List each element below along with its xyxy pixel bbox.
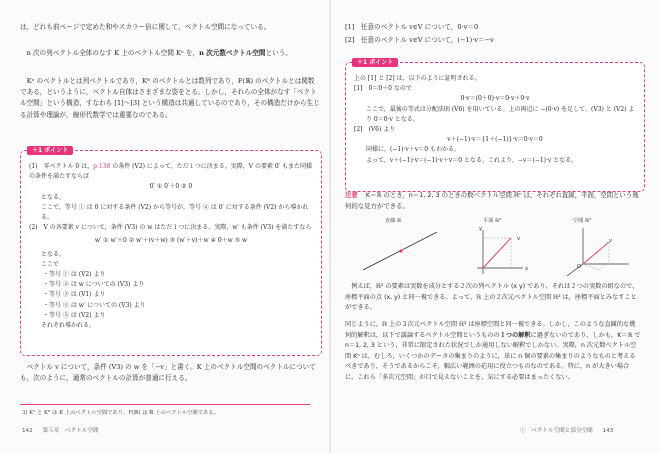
left-page: [20, 0, 320, 453]
space-vector: [583, 242, 609, 264]
note-label: 注意: [345, 191, 358, 199]
box-text: となる。: [41, 193, 66, 201]
text-span: n 次の列ベクトル全体のなす K 上のベクトル空間 Kⁿ を，: [26, 49, 200, 57]
definition-paragraph: [20, 48, 320, 59]
page-number: 142: [22, 428, 33, 434]
box-text: ここで: [41, 260, 60, 268]
gutter: [329, 0, 331, 453]
point-tag: ＋1 ポイント: [27, 146, 73, 155]
plane-x-label: x: [525, 266, 529, 272]
list-item: ・等号 ⑤ は (V2) より: [43, 311, 106, 319]
box-text: となる。: [41, 250, 66, 258]
section-label: ⓘ ベクトル空間と部分空間: [520, 428, 593, 434]
text-span: に過ぎないのであり，しかも，K＝ℝ で n＝1, 2, 3 という，非常に限定された状況でしか通用しない解釈でしかない。実際，n 次元数ベクトル空間 Kⁿ は，むしろ，いくつかのデータの集まりのように，単に n 個の要素の集まりのようなものと考えるべきであり，そうであるからこそ，幅広い範囲の応用に役立つものなのである。特に，n が大きい場合に，これら「多次元空間」が目で見えないことを，気にする必要はまったくない。: [345, 331, 641, 381]
page-number: 143: [602, 428, 614, 434]
equation: 0′ ① 0′＋0 ② 0: [149, 183, 193, 191]
list-item: ・等号 ② は w についての (V3) より: [43, 281, 145, 289]
list-item: ・等号 ③ は (V1) より: [43, 291, 106, 299]
plane-y-label: y: [479, 226, 483, 232]
chapter-label: 第５章 ベクトル空間: [42, 428, 99, 434]
space-v-label: v: [609, 238, 613, 244]
paragraph: Kⁿ のベクトルとは列ベクトルであり，Kᴿ のベクトルとは数列であり，F(ℝ) のベクトルとは関数である，というように，ベクトル自体はさまざまな姿をとる。しかし，それらの全体がなす「ベクトル空間」という構造，すなわち [1]〜[3] という構造は共通しているのであり，その構造だけから生じる計算や理論が，線形代数学では重要なのである。: [20, 77, 320, 119]
box-text: ここで，最後の等式は分配法則 (V6) を用いている。上の両辺に −(0·v) を足して，(V3) と (V2) より 0＝0·v となる。: [366, 105, 635, 123]
space-label: 空間 ℝ³: [573, 218, 592, 224]
text-span: (1) 零ベクトル 0 は，: [29, 163, 94, 170]
box-item-1: [29, 162, 313, 182]
space-dash: [583, 242, 609, 270]
line-point: [399, 249, 402, 252]
diagram-svg: [345, 224, 641, 276]
box-text: [2] (V6) より: [354, 126, 396, 134]
text-span: 同じように，ℝ 上の３次元ベクトル空間 ℝ³ は座標空間と同一視できる。しかし，このような直観的な幾何的解釈は，以下で議論するベクトル空間というものの: [345, 321, 636, 339]
term-bold: １つの解釈: [499, 331, 531, 339]
box-text: よって，v＋(−1)·v＝(−1)·v＋v＝0 となる。これより，−v＝(−1)·v となる。: [366, 156, 578, 164]
list-item: ・等号 ④ は w′ についての (V3) より: [43, 301, 146, 309]
property-line: [2] 任意のベクトル v∈V について，(−1)·v＝−v: [345, 36, 494, 44]
plane-vector: [483, 238, 511, 268]
origin-label: O: [577, 264, 582, 270]
page-link[interactable]: p.138: [93, 163, 111, 170]
footnote: 3) Kⁿ と Kᴿ は K 上のベクトル空間であり，F(ℝ) は ℝ 上のベクトル空間である。: [22, 410, 219, 416]
footnote-rule: [20, 404, 310, 405]
right-footer: [520, 426, 613, 434]
equation: v＋(−1)·v＝{1＋(−1)}·v＝0·v＝0: [447, 136, 543, 144]
point-box: [345, 59, 645, 192]
property-line: [1] 任意のベクトル v∈V について，0·v＝0: [345, 23, 479, 31]
plane-v-label: v: [517, 236, 521, 242]
box-text: [1] 0＝0＋0 なので: [354, 85, 412, 93]
bullet-list: [29, 270, 313, 321]
point-box: [20, 147, 322, 356]
paragraph: [345, 320, 641, 384]
left-footer: [22, 426, 98, 434]
box-text: 上の [1] と [2] は，以下のように証明される。: [354, 75, 481, 82]
paragraph: 例えば，ℝ² の要素は実数を成分とする２次の列ベクトル (x y) であり，それは２つの実数の組なので，座標平面の点 (x, y) と同一視できる。よって，ℝ 上の２次元ベクトル空間 ℝ² は，座標平面とみなすことができる。: [345, 283, 639, 312]
paragraph: ベクトル v について，条件 (V3) の w を「−v」と書く。K 上のベクトル空間のベクトルについても，次のように，通常のベクトルの計算が普通に行える。: [20, 363, 316, 383]
text-span: という。: [265, 49, 292, 57]
equation: 0·v＝(0＋0)·v＝0·v＋0·v: [460, 95, 530, 103]
box-text: それぞれ導かれる。: [41, 322, 96, 330]
box-item-2: (2) V の各要素 v について，条件 (V3) の w はただ１つに決まる。実際，w′ も条件 (V3) を満たすなら: [29, 224, 312, 232]
equation: w′ ① w′＋0 ② w′＋(v＋w) ③ (w′＋v)＋w ④ 0＋w ⑤ w: [94, 237, 248, 245]
list-item: ・等号 ① は (V2) より: [43, 271, 106, 279]
point-tag: ＋1 ポイント: [352, 58, 398, 67]
note-text: K＝ℝ のとき，n＝1, 2, 3 のときの数ベクトル空間 ℝⁿ は，それぞれ直線，平面，空間という幾何的な見方ができる。: [345, 191, 639, 211]
right-page: [345, 0, 643, 453]
paragraph: は，どれも前ページで定めた和やスカラー倍に関して，ベクトル空間になっている。: [20, 23, 271, 31]
plane-label: 平面 ℝ²: [483, 218, 502, 224]
box-text: 同様に，(−1)·v＋v＝0 もわかる。: [366, 146, 460, 154]
note-paragraph: [345, 190, 641, 212]
line-label: 直線 ℝ: [385, 218, 402, 224]
diagram-figure: [345, 216, 641, 276]
text-span: の条件 (V2) によって，ただ１つに決まる。実際，V の要素 0′ もまた同様の条件を満たすならば: [29, 163, 313, 181]
box-text: ここで，等号 ① は 0 に対する条件 (V2) から等号が，等号 ② は 0′ に対する条件 (V2) から導かれる。: [41, 203, 309, 222]
term-bold: n 次元数ベクトル空間: [199, 49, 266, 57]
